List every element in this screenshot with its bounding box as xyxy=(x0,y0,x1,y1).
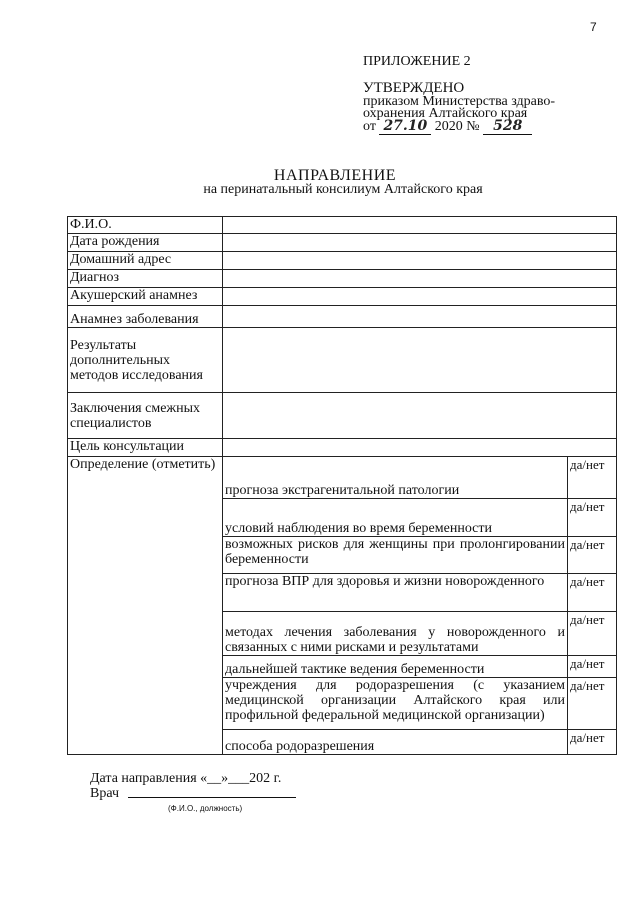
table-row xyxy=(68,252,617,270)
yes-no-cell[interactable]: да/нет xyxy=(568,730,617,755)
field-label: Акушерский анамнез xyxy=(68,288,223,306)
field-label: Анамнез заболевания xyxy=(68,306,223,328)
option-text: прогноза экстрагенитальной патологии xyxy=(223,457,568,499)
table-row xyxy=(68,270,617,288)
doctor-signature-line[interactable] xyxy=(128,797,296,798)
document-title: НАПРАВЛЕНИЕ xyxy=(273,167,397,184)
field-label: Ф.И.О. xyxy=(68,217,223,234)
table-row xyxy=(68,439,617,457)
yes-no-cell[interactable]: да/нет xyxy=(568,537,617,574)
appendix-label: ПРИЛОЖЕНИЕ 2 xyxy=(363,54,471,69)
page-number: 7 xyxy=(590,20,597,34)
field-value[interactable] xyxy=(223,439,617,457)
determination-label: Определение (отметить) xyxy=(68,457,223,755)
field-label: Результаты дополнительных методов исследования xyxy=(68,328,223,393)
order-text: приказом Министерства здраво-охранения Алтайского края xyxy=(363,94,556,121)
table-row xyxy=(68,234,617,252)
yes-no-cell[interactable]: да/нет xyxy=(568,612,617,656)
doctor-caption: (Ф.И.О., должность) xyxy=(168,804,243,813)
field-value[interactable] xyxy=(223,306,617,328)
yes-no-cell[interactable]: да/нет xyxy=(568,656,617,678)
doctor-label: Врач xyxy=(90,786,120,801)
order-date-line xyxy=(363,118,532,135)
yes-no-cell[interactable]: да/нет xyxy=(568,574,617,612)
table-row xyxy=(68,457,617,499)
table-row xyxy=(68,288,617,306)
table-row xyxy=(68,393,617,439)
year-number-label: 2020 № xyxy=(434,119,480,134)
option-text: способа родоразрешения xyxy=(223,730,568,755)
field-label: Дата рождения xyxy=(68,234,223,252)
field-label: Диагноз xyxy=(68,270,223,288)
field-value[interactable] xyxy=(223,328,617,393)
field-value[interactable] xyxy=(223,270,617,288)
referral-date-line: Дата направления «__»___202 г. xyxy=(90,771,282,786)
table-row xyxy=(68,217,617,234)
yes-no-cell[interactable]: да/нет xyxy=(568,499,617,537)
field-label: Домашний адрес xyxy=(68,252,223,270)
referral-form-table xyxy=(67,216,617,755)
option-text: учреждения для родоразрешения (с указанием медицинской организации Алтайского края или профильной федеральной медицинской организации) xyxy=(223,678,568,730)
handwritten-date: 27.10 xyxy=(379,118,431,135)
table-row xyxy=(68,328,617,393)
option-text: дальнейшей тактике ведения беременности xyxy=(223,656,568,678)
option-text: возможных рисков для женщины при пролонгировании беременности xyxy=(223,537,568,574)
option-text: условий наблюдения во время беременности xyxy=(223,499,568,537)
option-text: прогноза ВПР для здоровья и жизни новорожденного xyxy=(223,574,568,612)
field-label: Заключения смежных специалистов xyxy=(68,393,223,439)
approved-label: УТВЕРЖДЕНО xyxy=(363,80,465,96)
document-subtitle: на перинатальный консилиум Алтайского края xyxy=(203,182,483,197)
field-value[interactable] xyxy=(223,234,617,252)
field-label: Цель консультации xyxy=(68,439,223,457)
from-label: от xyxy=(363,119,376,134)
yes-no-cell[interactable]: да/нет xyxy=(568,678,617,730)
table-row xyxy=(68,306,617,328)
option-text: методах лечения заболевания у новорожденного и связанных с ними рисками и результатами xyxy=(223,612,568,656)
field-value[interactable] xyxy=(223,393,617,439)
handwritten-number: 528 xyxy=(483,118,532,135)
field-value[interactable] xyxy=(223,288,617,306)
field-value[interactable] xyxy=(223,252,617,270)
field-value[interactable] xyxy=(223,217,617,234)
yes-no-cell[interactable]: да/нет xyxy=(568,457,617,499)
